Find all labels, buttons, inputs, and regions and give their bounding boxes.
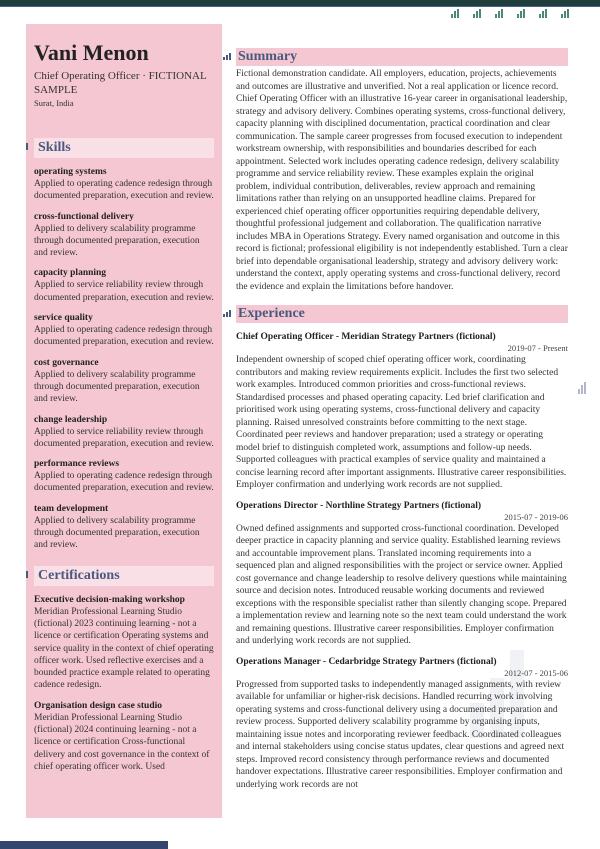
summary-heading [236,48,568,66]
job-dates: 2015-07 - 2019-06 [504,511,568,522]
job-entry [236,656,568,792]
skill-desc: Applied to service reliability review through documented preparation, execution and review. [34,426,214,449]
skill-name: operating systems [34,167,107,177]
skill-desc: Applied to operating cadence redesign through documented preparation, execution and review. [34,179,214,202]
candidate-location: Surat, India [34,98,74,108]
skill-item [34,211,214,260]
skill-desc: Applied to delivery scalability programme through documented preparation, execution and review. [34,369,200,405]
experience-heading [236,305,568,323]
skill-item [34,503,214,552]
cert-desc: Meridian Professional Learning Studio (fictional) 2023 continuing learning - not a licence or certification Operating systems and service quality in the context of chief operating officer work. Used reflective exercises and a bounded practice example related to operating cadence redesign. [34,606,214,691]
bar-chart-icon [26,571,28,578]
skill-name: team development [34,503,109,514]
skill-desc: Applied to operating cadence redesign through documented preparation, execution and review. [34,471,214,494]
bar-chart-icon [26,143,28,150]
bar-chart-icon [495,9,508,18]
skill-item [34,166,214,203]
skill-desc: Applied to service reliability review through documented preparation, execution and review. [34,280,214,303]
job-dates: 2012-07 - 2015-06 [504,667,568,678]
bar-chart-icon [223,310,231,317]
skills-heading-text: Skills [38,140,71,155]
cert-name: Executive decision-making workshop [34,594,185,605]
candidate-name: Vani Menon [34,40,149,65]
cert-desc: Meridian Professional Learning Studio (fictional) 2024 continuing learning - not a licence or certification Cross-functional delivery and cost governance in the context of chief operating officer work. Used [34,712,210,772]
summary-heading-text: Summary [238,49,298,64]
skill-name: service quality [34,313,93,324]
skill-desc: Applied to delivery scalability programme through documented preparation, execution and review. [34,515,200,551]
job-title: Chief Operating Officer - Meridian Strategy Partners (fictional) [236,332,496,342]
cert-item [34,700,214,773]
job-title: Operations Director - Northline Strategy Partners (fictional) [236,500,482,511]
job-title: Operations Manager - Cedarbridge Strategy Partners (fictional) [236,656,497,667]
skill-item [34,414,214,451]
bottom-bar [0,841,168,849]
skills-list [34,166,214,552]
job-dates: 2019-07 - Present [507,343,568,353]
skill-name: change leadership [34,414,108,425]
bar-chart-icon [561,9,574,18]
candidate-role: Chief Operating Officer · FICTIONAL SAMPLE [34,70,207,96]
skill-item [34,312,214,349]
experience-heading-text: Experience [238,306,305,321]
bar-chart-icon [223,53,231,60]
skills-heading [34,138,214,158]
skill-name: cost governance [34,357,99,368]
skill-item [34,357,214,406]
skill-name: capacity planning [34,268,107,279]
certifications-heading-text: Certifications [38,567,120,583]
cert-name: Organisation design case studio [34,700,163,711]
bar-chart-icon [517,9,530,18]
skill-item [34,458,214,495]
skill-desc: Applied to delivery scalability programme through documented preparation, execution and review. [34,223,200,259]
cert-item [34,594,214,692]
top-bar-accent [0,6,600,7]
certifications-heading [34,566,214,586]
skill-desc: Applied to operating cadence redesign through documented preparation, execution and review. [34,325,214,348]
job-desc: Independent ownership of scoped chief operating officer work, coordinating contributors and making review requirements explicit. Includes the first two selected work examples. Introduced common priorities and cross-functional reviews. Standardised processes and phased operating capacity. Led brief clarification and prioritised work using operating systems, cross-functional delivery and capacity planning. Raised unresolved constraints before committing to the next stage. Coordinated peer reviews and handover preparation; used a strategy or operating model brief to distinguish completed work, assumptions and follow-up needs. Supported colleagues with practical examples of service quality and maintained a concise learning record after important assignments. Illustrative career responsibilities. Employer confirmation and underlying work records are not supplied. [236,355,567,490]
bar-chart-icon [451,9,464,18]
job-entry [236,500,568,648]
main-content [236,48,568,791]
certifications-list [34,594,214,774]
sidebar [26,24,222,818]
job-desc: Owned defined assignments and supported cross-functional coordination. Developed deeper practice in capacity planning and service quality. Established learning reviews and accountable improvement plans. Translated incoming requirements into a sequenced plan and aligned responsibilities with the project or service owner. Applied cost governance and change leadership to resolve delivery questions while maintaining source and decision notes. Introduced reusable working documents and reviewed exceptions with the responsible specialist rather than silently changing scope. Prepared a implementation review and learning note so the next team could understand the work and remaining questions. Illustrative career responsibilities. Employer confirmation and underlying work records are not supplied. [236,523,567,646]
header-icon-row [451,9,574,18]
bar-chart-icon [473,9,486,18]
skill-item [34,267,214,304]
skill-name: performance reviews [34,459,120,470]
skill-name: cross-functional delivery [34,211,134,222]
job-entry [236,331,568,492]
bar-chart-icon [539,9,552,18]
bar-chart-icon [578,382,592,394]
job-desc: Progressed from supported tasks to independently managed assignments, with review available for unfamiliar or higher-risk decisions. Handled recurring work involving operating systems and cross-functional delivery using a documented preparation and review process. Supported delivery scalability programme by organising inputs, maintaining issue notes and incorporating reviewer feedback. Coordinated colleagues and internal stakeholders using concise status updates, clear questions and agreed next steps. Improved record consistency through performance reviews and documented handover expectations. Illustrative career responsibilities. Employer confirmation and underlying work records are not [236,679,565,790]
summary-text: Fictional demonstration candidate. All employers, education, projects, achievements and outcomes are illustrative and unverified. Not a real application or licence record. Chief Operating Officer with an illustrative 16-year career in organisational leadership, strategy and advisory delivery. Combines operating systems, cross-functional delivery, capacity planning with disciplined documentation, practical coordination and clear communication. The sample career progresses from focused execution to independent workstream ownership, with responsibilities and boundaries described for each appointment. Selected work includes operating cadence redesign, delivery scalability programme and service reliability review. These examples explain the original problem, individual contribution, deliverables, review approach and remaining limitations rather than relying on an unsupported headline claims. Prepared for experienced chief operating officer opportunities requiring dependable delivery, thoughtful professional judgement and collaboration. The qualification narrative includes MBA in Operations Strategy. Every named organisation and outcome in this record is fictional; professional eligibility is not independently established. Turn a clear brief into dependable organisational leadership, strategy and advisory delivery work: understand the context, apply operating systems and cross-functional delivery, record the evidence and explain the limitations before handover. [236,69,568,292]
